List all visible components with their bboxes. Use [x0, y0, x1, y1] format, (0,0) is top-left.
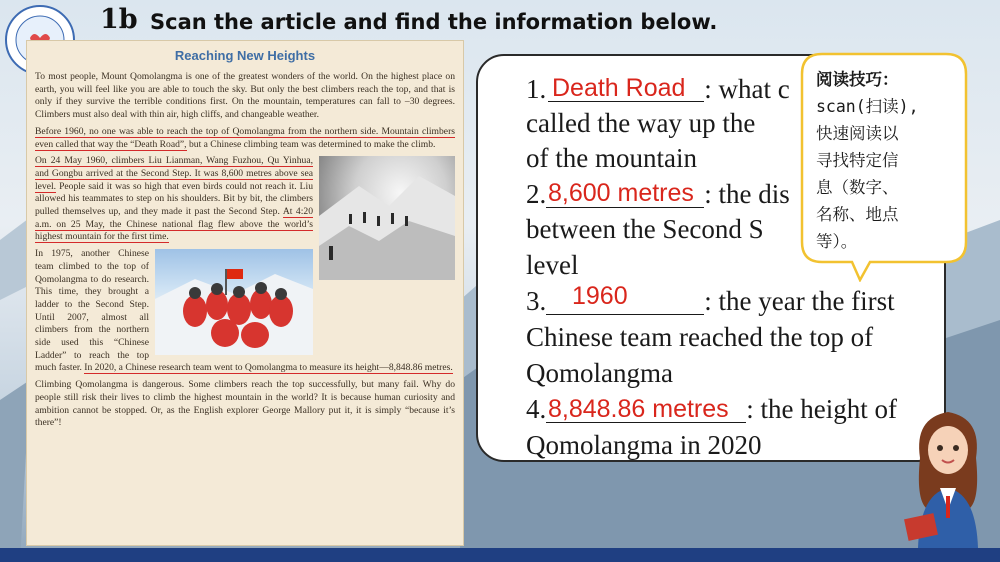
bottom-bar [0, 548, 1000, 562]
question-number: 4. [526, 394, 547, 424]
instruction-text: Scan the article and find the information below. [150, 10, 718, 34]
question-number: 2. [526, 179, 547, 209]
highlighted-text: At 4:20 a.m. on 25 May, the Chinese national flag flew above the world’s highest mountain for the first time. [35, 206, 313, 243]
tip-line: 快速阅读以 [816, 124, 899, 143]
tip-line: 等）。 [816, 232, 858, 251]
tip-line: 名称、地点 [816, 205, 899, 224]
tip-text [816, 66, 966, 255]
question-text: : the dis [704, 179, 790, 209]
question-2-line-3: level [526, 250, 579, 280]
tip-line: scan(扫读), [816, 97, 919, 116]
article-paragraph-1: To most people, Mount Qomolangma is one of the greatest wonders of the world. On the highest place on earth, you will feel like you are able to touch the sky. But only the best climbers reach the top, and that is only if they survive the terrible conditions first. On the mountain, temperatures can fall to –30 degrees. Climbers must also deal with thin air, high cliffs, and changeable weather. [35, 71, 455, 121]
article-paragraph-5: Climbing Qomolangma is dangerous. Some climbers reach the top successfully, but many fail. Why do people still risk their lives to climb the highest mountain in the world? It is because human curiosity and ambition cannot be stopped. Or, as the English explorer George Mallory put it, it is simply “because it’s there”! [35, 379, 455, 429]
answer-1: Death Road [552, 74, 686, 102]
paragraph-text: In 1975, another Chinese team climbed to the top of Qomolangma to do research. This time, they brought a ladder to the Second Step. Until 2007, almost all climbers from the northern side used this “Chinese Ladder” to reach the top much faster. [35, 248, 149, 374]
research-team-photo [155, 249, 313, 355]
question-1-line-3: of the mountain [526, 143, 697, 173]
highlighted-text: On 24 May 1960, climbers Liu Lianman, Wang Fuzhou, Qu Yinhua, and Gongbu arrived at the Second Step. It was 8,600 metres above sea level. [35, 155, 313, 192]
question-number: 1. [526, 74, 547, 104]
paragraph-text: People said it was so high that even birds could not reach it. Liu allowed his teammates to step on his shoulders. Bit by bit, the climbers pulled themselves up, and they made it past the Second Step. [35, 180, 313, 218]
question-text: : the height of [746, 394, 897, 424]
step-label: 1b [100, 4, 138, 35]
question-number: 3. [526, 286, 547, 316]
article-title: Reaching New Heights [174, 48, 316, 63]
question-3-line-2: Chinese team reached the top of [526, 322, 874, 352]
tip-line: 息（数字、 [816, 178, 899, 197]
highlighted-text: In 2020, a Chinese research team went to Qomolangma to measure its height—8,848.86 metres. [84, 362, 453, 374]
question-1-line-2: called the way up the [526, 108, 756, 138]
question-text: : what c [704, 74, 790, 104]
answer-3: 1960 [572, 282, 628, 310]
highlighted-text: Before 1960, no one was able to reach the top of Qomolangma from the northern side. Mountain climbers even called that way the “Death Road”, [35, 125, 455, 150]
question-3-line-3: Qomolangma [526, 358, 673, 388]
tip-line: 寻找特定信 [816, 151, 899, 170]
question-text: : the year the first [704, 286, 895, 316]
article-page [26, 40, 464, 546]
article-paragraph-2 [35, 126, 455, 151]
article-paragraph-3 [35, 155, 455, 244]
teacher-illustration [900, 398, 996, 548]
question-4-line-2: Qomolangma in 2020 [526, 430, 762, 460]
paragraph-text: but a Chinese climbing team was determined to make the climb. [186, 138, 436, 150]
question-2-line-2: between the Second S [526, 214, 764, 244]
answer-2: 8,600 metres [548, 179, 694, 207]
answer-blank-3[interactable] [546, 314, 704, 315]
tip-title: 阅读技巧： [816, 70, 899, 89]
answer-4: 8,848.86 metres [548, 395, 729, 423]
climbers-photo [319, 156, 455, 280]
